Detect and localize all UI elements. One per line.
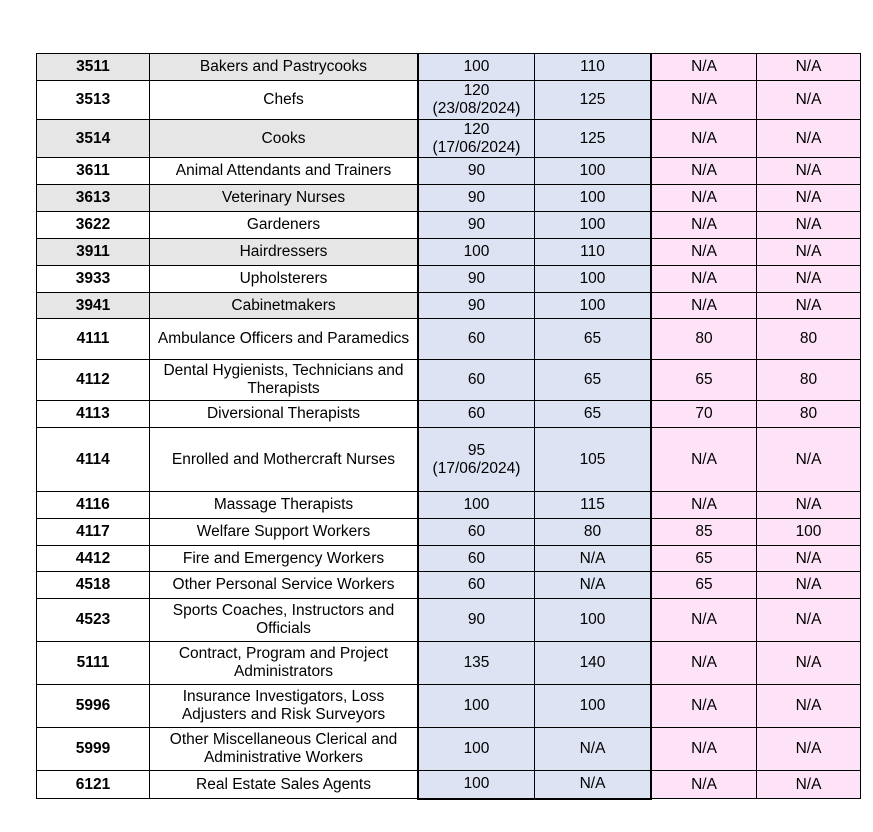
occupation-code-cell: 4113 — [37, 401, 150, 428]
value-cell-col2: N/A — [535, 728, 652, 771]
value-cell-col3: 65 — [651, 546, 757, 572]
value-cell-col4: N/A — [757, 212, 861, 239]
occupation-code-cell: 3611 — [37, 158, 150, 185]
occupation-name-cell: Sports Coaches, Instructors and Officials — [150, 599, 419, 642]
value-cell-col4: 80 — [757, 360, 861, 401]
value-cell-col4: N/A — [757, 685, 861, 728]
value-cell-col4: N/A — [757, 599, 861, 642]
value-cell-col1: 100 — [418, 771, 535, 799]
value-cell-col2: 100 — [535, 599, 652, 642]
table-row — [37, 401, 861, 428]
value-cell-col1: 60 — [418, 319, 535, 360]
table-row — [37, 239, 861, 266]
value-cell-col3: N/A — [651, 293, 757, 319]
table-row — [37, 546, 861, 572]
occupation-code-cell: 3511 — [37, 54, 150, 81]
value-cell-col4: N/A — [757, 158, 861, 185]
value-cell-col2: 65 — [535, 401, 652, 428]
value-cell-col1: 100 — [418, 728, 535, 771]
value-cell-col3: 65 — [651, 572, 757, 599]
value-cell-col1: 60 — [418, 572, 535, 599]
occupation-name-cell: Contract, Program and Project Administrators — [150, 642, 419, 685]
occupation-code-cell: 3933 — [37, 266, 150, 293]
value-cell-col1: 100 — [418, 54, 535, 81]
value-cell-col1: 100 — [418, 492, 535, 519]
occupation-name-cell: Other Miscellaneous Clerical and Administrative Workers — [150, 728, 419, 771]
value-cell-col1: 120 (23/08/2024) — [418, 81, 535, 120]
occupation-code-cell: 3514 — [37, 120, 150, 158]
value-cell-col3: N/A — [651, 428, 757, 492]
value-cell-col2: 100 — [535, 293, 652, 319]
value-cell-col2: 100 — [535, 158, 652, 185]
value-cell-col2: 110 — [535, 54, 652, 81]
table-row — [37, 728, 861, 771]
occupation-name-cell: Chefs — [150, 81, 419, 120]
occupation-name-cell: Diversional Therapists — [150, 401, 419, 428]
table-row — [37, 81, 861, 120]
value-cell-col2: 105 — [535, 428, 652, 492]
value-cell-col4: N/A — [757, 266, 861, 293]
value-cell-col2: N/A — [535, 546, 652, 572]
value-cell-col4: N/A — [757, 54, 861, 81]
table-row — [37, 492, 861, 519]
table-row — [37, 185, 861, 212]
occupation-code-cell: 6121 — [37, 771, 150, 799]
occupation-name-cell: Massage Therapists — [150, 492, 419, 519]
value-cell-col1: 100 — [418, 685, 535, 728]
occupation-name-cell: Upholsterers — [150, 266, 419, 293]
value-cell-col3: N/A — [651, 158, 757, 185]
value-cell-col3: N/A — [651, 81, 757, 120]
value-cell-col4: 100 — [757, 519, 861, 546]
occupation-name-cell: Fire and Emergency Workers — [150, 546, 419, 572]
value-cell-col4: N/A — [757, 642, 861, 685]
value-cell-col2: 65 — [535, 319, 652, 360]
value-cell-col1: 60 — [418, 519, 535, 546]
occupation-name-cell: Bakers and Pastrycooks — [150, 54, 419, 81]
value-cell-col3: N/A — [651, 239, 757, 266]
occupation-name-cell: Veterinary Nurses — [150, 185, 419, 212]
value-cell-col1: 90 — [418, 293, 535, 319]
table-row — [37, 120, 861, 158]
value-cell-col3: 80 — [651, 319, 757, 360]
value-cell-col4: N/A — [757, 81, 861, 120]
value-cell-col3: N/A — [651, 771, 757, 799]
value-cell-col3: N/A — [651, 212, 757, 239]
value-cell-col1: 90 — [418, 158, 535, 185]
occupation-code-cell: 4116 — [37, 492, 150, 519]
occupation-code-cell: 5999 — [37, 728, 150, 771]
occupation-code-cell: 3513 — [37, 81, 150, 120]
occupation-name-cell: Other Personal Service Workers — [150, 572, 419, 599]
occupation-code-cell: 3613 — [37, 185, 150, 212]
value-cell-col1: 60 — [418, 360, 535, 401]
occupation-code-cell: 4112 — [37, 360, 150, 401]
occupation-name-cell: Ambulance Officers and Paramedics — [150, 319, 419, 360]
value-cell-col3: N/A — [651, 728, 757, 771]
occupation-code-cell: 5996 — [37, 685, 150, 728]
value-cell-col4: N/A — [757, 572, 861, 599]
value-cell-col1: 100 — [418, 239, 535, 266]
occupation-code-cell: 3911 — [37, 239, 150, 266]
value-cell-col4: N/A — [757, 428, 861, 492]
occupation-code-cell: 3941 — [37, 293, 150, 319]
value-cell-col2: 140 — [535, 642, 652, 685]
value-cell-col1: 90 — [418, 266, 535, 293]
table-row — [37, 293, 861, 319]
value-cell-col3: N/A — [651, 185, 757, 212]
occupation-name-cell: Real Estate Sales Agents — [150, 771, 419, 799]
value-cell-col3: N/A — [651, 54, 757, 81]
value-cell-col3: 70 — [651, 401, 757, 428]
value-cell-col2: 125 — [535, 120, 652, 158]
value-cell-col4: N/A — [757, 728, 861, 771]
occupation-name-cell: Insurance Investigators, Loss Adjusters and Risk Surveyors — [150, 685, 419, 728]
value-cell-col3: N/A — [651, 492, 757, 519]
value-cell-col2: 100 — [535, 266, 652, 293]
value-cell-col3: N/A — [651, 599, 757, 642]
occupation-name-cell: Cooks — [150, 120, 419, 158]
table-row — [37, 642, 861, 685]
value-cell-col3: N/A — [651, 266, 757, 293]
value-cell-col4: N/A — [757, 492, 861, 519]
table-body — [37, 54, 861, 799]
value-cell-col4: 80 — [757, 401, 861, 428]
table-row — [37, 158, 861, 185]
occupation-name-cell: Welfare Support Workers — [150, 519, 419, 546]
value-cell-col4: N/A — [757, 239, 861, 266]
table-row — [37, 572, 861, 599]
value-cell-col3: 65 — [651, 360, 757, 401]
value-cell-col3: N/A — [651, 685, 757, 728]
value-cell-col2: N/A — [535, 572, 652, 599]
value-cell-col1: 60 — [418, 401, 535, 428]
table-row — [37, 266, 861, 293]
occupation-name-cell: Hairdressers — [150, 239, 419, 266]
value-cell-col4: N/A — [757, 546, 861, 572]
occupation-code-cell: 4412 — [37, 546, 150, 572]
value-cell-col1: 60 — [418, 546, 535, 572]
table-row — [37, 319, 861, 360]
occupation-table — [36, 53, 861, 800]
occupation-name-cell: Dental Hygienists, Technicians and Therapists — [150, 360, 419, 401]
value-cell-col3: N/A — [651, 642, 757, 685]
occupation-code-cell: 4117 — [37, 519, 150, 546]
table-row — [37, 519, 861, 546]
occupation-code-cell: 4523 — [37, 599, 150, 642]
value-cell-col1: 95 (17/06/2024) — [418, 428, 535, 492]
value-cell-col2: 100 — [535, 685, 652, 728]
value-cell-col2: 100 — [535, 212, 652, 239]
table-row — [37, 212, 861, 239]
value-cell-col2: 80 — [535, 519, 652, 546]
occupation-code-cell: 3622 — [37, 212, 150, 239]
value-cell-col1: 90 — [418, 212, 535, 239]
value-cell-col4: N/A — [757, 120, 861, 158]
value-cell-col1: 90 — [418, 185, 535, 212]
table-row — [37, 54, 861, 81]
value-cell-col4: N/A — [757, 293, 861, 319]
table-row — [37, 428, 861, 492]
occupation-code-cell: 4111 — [37, 319, 150, 360]
value-cell-col3: N/A — [651, 120, 757, 158]
value-cell-col2: 100 — [535, 185, 652, 212]
value-cell-col2: 110 — [535, 239, 652, 266]
value-cell-col1: 135 — [418, 642, 535, 685]
occupation-code-cell: 5111 — [37, 642, 150, 685]
value-cell-col4: 80 — [757, 319, 861, 360]
value-cell-col1: 120 (17/06/2024) — [418, 120, 535, 158]
occupation-name-cell: Cabinetmakers — [150, 293, 419, 319]
value-cell-col1: 90 — [418, 599, 535, 642]
value-cell-col2: 115 — [535, 492, 652, 519]
table-row — [37, 360, 861, 401]
value-cell-col3: 85 — [651, 519, 757, 546]
table-row — [37, 771, 861, 799]
value-cell-col2: 65 — [535, 360, 652, 401]
occupation-name-cell: Gardeners — [150, 212, 419, 239]
occupation-code-cell: 4518 — [37, 572, 150, 599]
value-cell-col2: N/A — [535, 771, 652, 799]
value-cell-col4: N/A — [757, 185, 861, 212]
occupation-name-cell: Enrolled and Mothercraft Nurses — [150, 428, 419, 492]
occupation-name-cell: Animal Attendants and Trainers — [150, 158, 419, 185]
table-row — [37, 599, 861, 642]
occupation-code-cell: 4114 — [37, 428, 150, 492]
value-cell-col2: 125 — [535, 81, 652, 120]
table-row — [37, 685, 861, 728]
value-cell-col4: N/A — [757, 771, 861, 799]
